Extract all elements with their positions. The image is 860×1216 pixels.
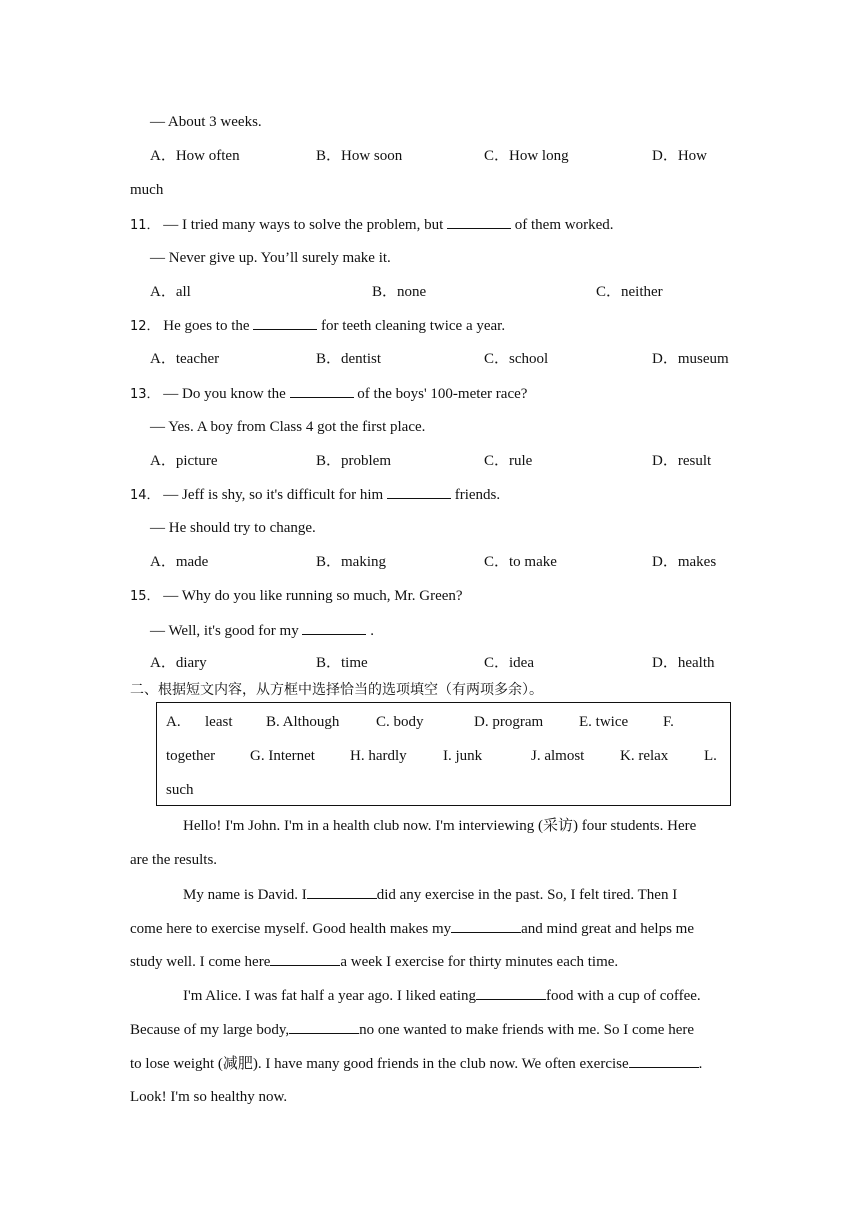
- passage-p1-line1: Hello! I'm John. I'm in a health club now. I'm interviewing (采访) four students. Here: [183, 818, 697, 834]
- blank-1: [307, 884, 377, 899]
- passage-p3-line1-b: food with a cup of coffee.: [546, 988, 701, 1004]
- passage-p3-line4: Look! I'm so healthy now.: [130, 1089, 288, 1105]
- q15-option-c: C．idea: [484, 655, 534, 671]
- q13-option-a: A．picture: [150, 453, 218, 469]
- q10-option-a: A．How often: [150, 148, 240, 164]
- q10-option-d-wrap: much: [130, 182, 164, 198]
- passage-p2-line1-a: My name is David. I: [183, 887, 307, 903]
- q12-stem: [130, 315, 505, 337]
- word-box-l-letter: L.: [704, 748, 717, 764]
- q11-blank: [447, 214, 511, 229]
- q10-option-d: D．How: [652, 148, 707, 164]
- q10-answer: — About 3 weeks.: [150, 114, 262, 130]
- section-2-heading: 二、根据短文内容，从方框中选择恰当的选项填空（有两项多余）。: [130, 682, 543, 698]
- q10-option-b: B．How soon: [316, 148, 403, 164]
- q13-number: 13．: [130, 387, 160, 402]
- passage-p2-line1: [183, 884, 677, 905]
- q11-option-a: A．all: [150, 284, 191, 300]
- q15-blank: [302, 620, 366, 635]
- q14-option-b: B．making: [316, 554, 386, 570]
- word-box-f-letter: F.: [663, 714, 674, 730]
- passage-p2-line2-a: come here to exercise myself. Good health makes my: [130, 921, 452, 937]
- passage-p3-line3-a: to lose weight (减肥). I have many good friends in the club now. We often exercise: [130, 1056, 629, 1072]
- passage-p2-line1-b: did any exercise in the past. So, I felt tired. Then I: [376, 887, 678, 903]
- q11-reply: — Never give up. You’ll surely make it.: [150, 250, 391, 266]
- q15-option-d: D．health: [652, 655, 715, 671]
- word-box-g: G. Internet: [250, 748, 315, 764]
- blank-3: [270, 951, 340, 966]
- word-box-e: E. twice: [579, 714, 629, 730]
- q13-stem-after: of the boys' 100-meter race?: [357, 386, 528, 402]
- q15-number: 15．: [130, 589, 160, 604]
- passage-p2-line3-b: a week I exercise for thirty minutes each time.: [340, 954, 619, 970]
- word-box-k: K. relax: [620, 748, 669, 764]
- word-box-j: J. almost: [531, 748, 585, 764]
- q12-stem-before: He goes to the: [163, 318, 250, 334]
- q10-option-c: C．How long: [484, 148, 569, 164]
- passage-p3-line1: [183, 985, 701, 1006]
- q15-reply-after: .: [370, 623, 374, 639]
- q11-option-c: C．neither: [596, 284, 663, 300]
- word-box-a: least: [205, 714, 233, 730]
- word-box-c: C. body: [376, 714, 424, 730]
- q12-option-a: A．teacher: [150, 351, 220, 367]
- q13-reply: — Yes. A boy from Class 4 got the first place.: [150, 419, 426, 435]
- q13-stem-before: — Do you know the: [163, 386, 286, 402]
- q14-blank: [387, 484, 451, 499]
- q12-stem-after: for teeth cleaning twice a year.: [321, 318, 506, 334]
- q15-option-a: A．diary: [150, 655, 207, 671]
- q14-option-d: D．makes: [652, 554, 717, 570]
- q12-blank: [253, 315, 317, 330]
- q14-reply: — He should try to change.: [150, 520, 316, 536]
- word-box-a-letter: A.: [166, 714, 181, 730]
- passage-p2-line3: [130, 951, 618, 972]
- passage-p3-line2-b: no one wanted to make friends with me. So I come here: [359, 1022, 695, 1038]
- q15-stem-text: — Why do you like running so much, Mr. Green?: [163, 588, 463, 604]
- q13-stem: [130, 383, 527, 405]
- q15-reply: [150, 620, 374, 641]
- blank-6: [629, 1053, 699, 1068]
- word-box-h: H. hardly: [350, 748, 407, 764]
- q15-stem: [130, 586, 463, 607]
- passage-p2-line2: [130, 918, 694, 939]
- q12-option-b: B．dentist: [316, 351, 382, 367]
- q14-stem: [130, 484, 500, 506]
- passage-p3-line2: [130, 1019, 694, 1040]
- q14-number: 14．: [130, 488, 160, 503]
- blank-5: [289, 1019, 359, 1034]
- q14-option-a: A．made: [150, 554, 209, 570]
- q14-stem-after: friends.: [454, 487, 501, 503]
- q11-stem: [130, 214, 613, 236]
- q14-option-c: C．to make: [484, 554, 557, 570]
- q13-option-d: D．result: [652, 453, 712, 469]
- q12-option-c: C．school: [484, 351, 549, 367]
- blank-2: [451, 918, 521, 933]
- q15-option-b: B．time: [316, 655, 368, 671]
- word-box-b: B. Although: [266, 714, 340, 730]
- word-box-i: I. junk: [443, 748, 483, 764]
- passage-p3-line2-a: Because of my large body,: [130, 1022, 290, 1038]
- q14-stem-before: — Jeff is shy, so it's difficult for him: [163, 487, 384, 503]
- q15-reply-before: — Well, it's good for my: [150, 623, 299, 639]
- passage-p2-line2-b: and mind great and helps me: [521, 921, 695, 937]
- q12-option-d: D．museum: [652, 351, 729, 367]
- q11-stem-before: — I tried many ways to solve the problem, but: [163, 217, 444, 233]
- word-box-l: such: [166, 782, 194, 798]
- q11-number: 11．: [130, 218, 160, 233]
- q12-number: 12．: [130, 319, 160, 334]
- passage-p3-line1-a: I'm Alice. I was fat half a year ago. I liked eating: [183, 988, 476, 1004]
- passage-p1-line2: are the results.: [130, 852, 218, 868]
- q11-stem-after: of them worked.: [514, 217, 614, 233]
- blank-4: [476, 985, 546, 1000]
- passage-p3-line3-b: .: [698, 1056, 703, 1072]
- passage-p3-line3: [130, 1053, 702, 1074]
- q13-option-b: B．problem: [316, 453, 391, 469]
- q13-blank: [290, 383, 354, 398]
- q13-option-c: C．rule: [484, 453, 533, 469]
- q11-option-b: B．none: [372, 284, 427, 300]
- word-box-f: together: [166, 748, 216, 764]
- passage-p2-line3-a: study well. I come here: [130, 954, 271, 970]
- word-box-d: D. program: [474, 714, 544, 730]
